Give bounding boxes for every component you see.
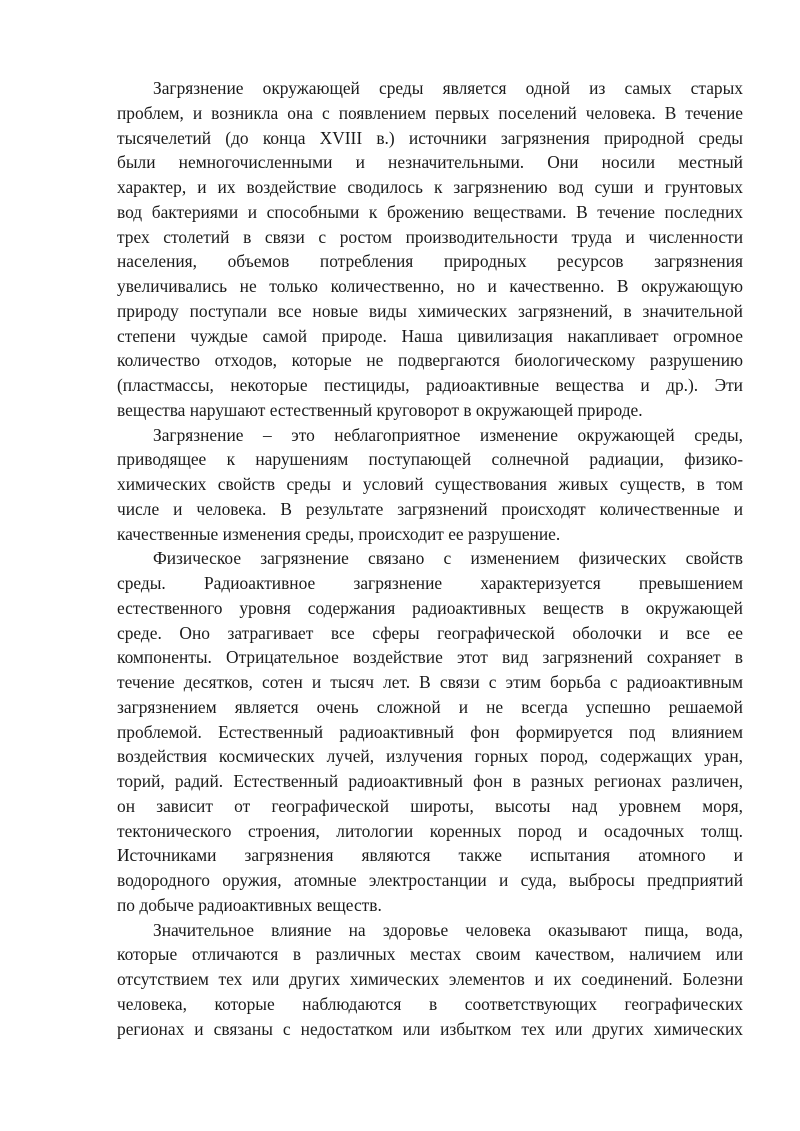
text-line: которые отличаются в различных местах своим качеством, наличием или xyxy=(117,944,743,965)
text-line: течение десятков, сотен и тысяч лет. В связи с этим борьба с радиоактивным xyxy=(117,672,743,692)
text-line: естественного уровня содержания радиоактивных веществ в окружающей xyxy=(117,597,743,618)
text-line: среде. Оно затрагивает все сферы географической оболочки и все ее xyxy=(117,622,743,643)
text-line: тысячелетий (до конца XVIII в.) источники загрязнения природной среды xyxy=(117,127,743,148)
text-line: качественные изменения среды, происходит ее разрушение. xyxy=(117,523,561,544)
text-line: степени чуждые самой природе. Наша цивилизация накапливает огромное xyxy=(117,325,743,346)
text-line: по добыче радиоактивных веществ. xyxy=(117,894,382,915)
text-line: регионах и связаны с недостатком или избытком тех или других химических xyxy=(117,1018,743,1039)
text-line: характер, и их воздействие сводилось к загрязнению вод суши и грунтовых xyxy=(117,177,743,197)
text-line: Загрязнение окружающей среды является одной из самых старых xyxy=(153,78,743,98)
text-line: приводящее к нарушениям поступающей солнечной радиации, физико- xyxy=(117,449,743,470)
text-line: (пластмассы, некоторые пестициды, радиоактивные вещества и др.). Эти xyxy=(117,375,743,395)
text-line: воздействия космических лучей, излучения горных пород, содержащих уран, xyxy=(117,746,743,767)
text-line: он зависит от географической широты, высоты над уровнем моря, xyxy=(117,795,743,816)
text-line: человека, которые наблюдаются в соответствующих географических xyxy=(117,993,743,1014)
paragraph-3 xyxy=(117,546,743,917)
text-line: Значительное влияние на здоровье человека оказывают пища, вода, xyxy=(153,919,743,940)
text-line: вод бактериями и способными к брожению веществами. В течение последних xyxy=(117,201,743,222)
text-line: Физическое загрязнение связано с изменением физических свойств xyxy=(153,548,743,569)
text-line: увеличивались не только количественно, но и качественно. В окружающую xyxy=(117,276,743,296)
text-line: тектонического строения, литологии коренных пород и осадочных толщ. xyxy=(117,820,743,841)
document-page xyxy=(117,76,743,1041)
text-line: проблемой. Естественный радиоактивный фон формируется под влиянием xyxy=(117,721,743,742)
text-line: вещества нарушают естественный круговорот в окружающей природе. xyxy=(117,399,643,420)
text-line: загрязнением является очень сложной и не всегда успешно решаемой xyxy=(117,696,743,717)
paragraph-2 xyxy=(117,423,743,547)
text-line: населения, объемов потребления природных ресурсов загрязнения xyxy=(117,251,743,272)
text-line: водородного оружия, атомные электростанции и суда, выбросы предприятий xyxy=(117,870,743,890)
text-line: числе и человека. В результате загрязнений происходят количественные и xyxy=(117,498,743,519)
text-line: трех столетий в связи с ростом производительности труда и численности xyxy=(117,226,743,247)
text-line: химических свойств среды и условий существования живых существ, в том xyxy=(117,474,743,494)
text-line: торий, радий. Естественный радиоактивный фон в разных регионах различен, xyxy=(117,771,743,791)
text-line: природу поступали все новые виды химических загрязнений, в значительной xyxy=(117,300,743,321)
text-line: Загрязнение – это неблагоприятное изменение окружающей среды, xyxy=(153,424,743,445)
text-line: количество отходов, которые не подвергаются биологическому разрушению xyxy=(117,350,743,371)
text-line: отсутствием тех или других химических элементов и их соединений. Болезни xyxy=(117,969,743,989)
paragraph-4 xyxy=(117,918,743,1042)
text-line: среды. Радиоактивное загрязнение характеризуется превышением xyxy=(117,573,743,593)
text-line: проблем, и возникла она с появлением первых поселений человека. В течение xyxy=(117,102,743,123)
text-line: были немногочисленными и незначительными. Они носили местный xyxy=(117,152,743,173)
text-line: компоненты. Отрицательное воздействие этот вид загрязнений сохраняет в xyxy=(117,647,743,668)
text-line: Источниками загрязнения являются также испытания атомного и xyxy=(117,845,743,866)
paragraph-1 xyxy=(117,76,743,423)
